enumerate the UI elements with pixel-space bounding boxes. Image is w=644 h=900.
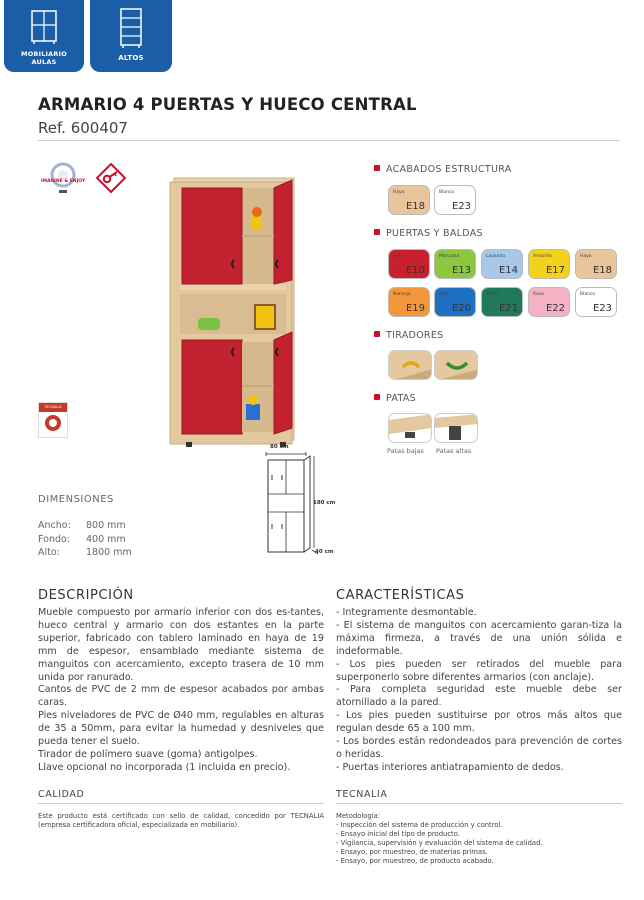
descripcion-heading: DESCRIPCIÓN	[38, 588, 134, 603]
swatch-puertas-naranja[interactable]: Naranja E19	[388, 287, 430, 317]
patas-altas-caption: Patas altas	[436, 447, 472, 455]
technical-drawing	[262, 452, 322, 558]
puertas-heading: PUERTAS Y BALDAS	[374, 228, 483, 239]
patas-bajas-caption: Patas bajas	[387, 447, 424, 455]
swatch-puertas-azul[interactable]: Azul E20	[434, 287, 476, 317]
tecnalia-divider	[336, 803, 622, 804]
dim-fondo: Fondo: 400 mm	[38, 534, 126, 545]
nav-altos-label: ALTOS	[118, 54, 144, 62]
swatch-acabado-haya[interactable]: Haya E18	[388, 185, 430, 215]
calidad-heading: CALIDAD	[38, 789, 85, 800]
patas-bajas-option[interactable]	[388, 413, 432, 443]
swatch-puertas-lavanda[interactable]: Lavanda E14	[481, 249, 523, 279]
height-label: 180 cm	[313, 500, 336, 506]
tirador-option-1[interactable]	[388, 350, 432, 380]
nav-mobiliario-label: MOBILIARIO AULAS	[21, 50, 67, 66]
cabinet-icon	[31, 10, 57, 44]
patas-altas-option[interactable]	[434, 413, 478, 443]
title-divider	[38, 140, 620, 141]
nav-altos[interactable]	[90, 0, 172, 72]
descripcion-body: Mueble compuesto por armario inferior con dos es-tantes, hueco central y armario con dos estantes en la parte superior, fabricado con tablero laminado en haya de 19 mm de espesor, ensamblado mediante sistema de manguitos con acercamiento, excepto trasera de 10 mm unida por ranurado. Cantos de PVC de 2 mm de espesor acabados por ambas caras. Pies niveladores de PVC de Ø40 mm, regulables en alturas de 35 a 50mm, para evitar la humedad y desniveles que pueda tener el suelo. Tirador de polímero suave (goma) antigolpes. Llave opcional no incorporada (1 incluida en precio).	[38, 607, 324, 773]
swatch-puertas-rojo[interactable]: Rojo E10	[388, 249, 430, 279]
product-title: ARMARIO 4 PUERTAS Y HUECO CENTRAL	[38, 95, 417, 114]
cabinet-photo	[168, 176, 300, 448]
swatch-puertas-manzana[interactable]: Manzana E13	[434, 249, 476, 279]
width-label: 80 cm	[270, 444, 289, 450]
tirador-option-2[interactable]	[434, 350, 478, 380]
acabados-heading: ACABADOS ESTRUCTURA	[374, 164, 512, 175]
tiradores-heading: TIRADORES	[374, 330, 443, 341]
tecnalia-heading: TECNALIA	[336, 789, 388, 800]
swatch-puertas-rosa[interactable]: Rosa E22	[528, 287, 570, 317]
depth-label: 40 cm	[315, 549, 334, 555]
caracteristicas-heading: CARACTERÍSTICAS	[336, 588, 465, 603]
calidad-divider	[38, 803, 324, 804]
dimensions-heading: DIMENSIONES	[38, 494, 114, 505]
swatch-acabado-blanco[interactable]: Blanco E23	[434, 185, 476, 215]
imagine-enjoy-logo: IMAGINE & ENJOY	[38, 160, 88, 198]
swatch-puertas-amarillo[interactable]: Amarillo E17	[528, 249, 570, 279]
calidad-text: Este producto está certificado con sello de calidad, concedido por TECNALIA (empresa certificadora oficial, especializada en mobiliario).	[38, 812, 324, 829]
tecnalia-list: Metodología: - Inspección del sistema de producción y control. - Ensayo inicial del tipo de producto. - Vigilancia, supervisión y evaluación del sistema de calidad. - Ensayo, por muestreo, de materias primas. - Ensayo, por muestreo, de producto acabado.	[336, 812, 543, 865]
patas-heading: PATAS	[374, 393, 416, 404]
tall-cabinet-icon	[120, 8, 142, 48]
dim-ancho: Ancho: 800 mm	[38, 520, 126, 531]
nav-mobiliario-aulas[interactable]	[4, 0, 84, 72]
tecnalia-seal: TECNALIA	[38, 402, 68, 438]
caracteristicas-list: - Integramente desmontable. - El sistema de manguitos con acercamiento garan-tiza la máxima firmeza, a través de una unión sólida e indeformable. - Los pies pueden ser retirados del mueble para superponerlo sobre diferentes armarios (con anclaje). - Para completa seguridad este mueble debe ser atornillado a la pared. - Los pies pueden sustituirse por otros más altos que regulan desde 65 a 100 mm. - Los bordes están redondeados para prevención de cortes o heridas. - Puertas interiores antiatrapamiento de dedos.	[336, 607, 622, 773]
swatch-puertas-blanco[interactable]: Blanco E23	[575, 287, 617, 317]
swatch-puertas-haya[interactable]: Haya E18	[575, 249, 617, 279]
swatch-puertas-verde[interactable]: Verde E21	[481, 287, 523, 317]
product-ref: Ref. 600407	[38, 119, 128, 137]
dim-alto: Alto: 1800 mm	[38, 547, 132, 558]
key-icon	[96, 163, 126, 193]
